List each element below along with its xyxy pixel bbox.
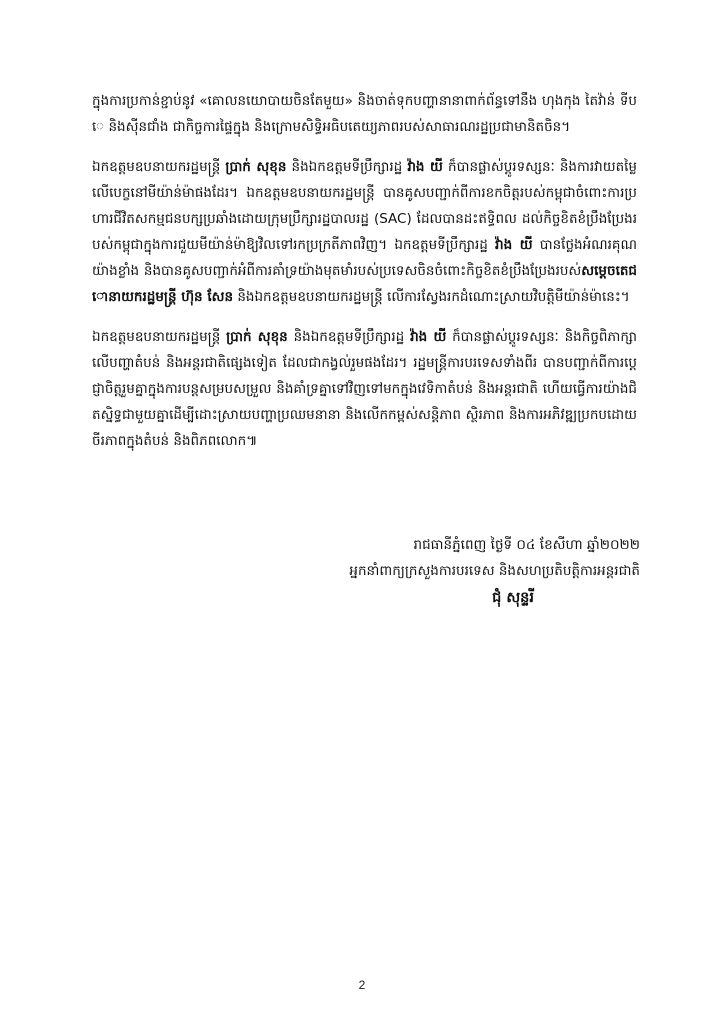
text-run: បានថ្លែងអំណរគុណយ៉ាងខ្លាំង និងបានគូសបញ្ជាក់អំពីការគាំទ្រយ៉ាងមុតមាំរបស់ប្រទេសចិនចំពោះកិច្ចខិតខំប្រឹងប្រែងរបស់ [92,237,637,279]
bold-text-run: វ៉ាង យី [407,159,443,175]
bold-text-run: សម្តេចតេជោនាយករដ្ឋមន្ត្រី ហ៊ុន សែន [92,263,637,305]
bold-text-run: វ៉ាង យី [410,329,447,345]
bold-text-run: ប្រាក់ សុខុន [225,159,287,175]
text-run: និងឯកឧត្តមទីប្រឹក្សារដ្ឋ [286,159,408,175]
text-run: ឯកឧត្តមឧបនាយករដ្ឋមន្ត្រី [92,329,227,345]
signatory-name: ជុំ សុន្ទរី [492,590,534,606]
paragraph [92,324,637,454]
page-number: 2 [358,978,366,992]
signature-block [260,532,640,612]
text-run: ក៏បានផ្លាស់ប្តូរទស្សនៈ និងកិច្ចពិភាក្សាលើបញ្ហាតំបន់ និងអន្តរជាតិផ្សេងទៀត ដែលជាកង្វល់រួមផងដែរ។ រដ្ឋមន្ត្រីការបរទេសទាំងពីរ បានបញ្ជាក់ពីការប្តេជ្ញាចិត្តរួមគ្នាក្នុងការបន្តសម្របសម្រួល និងគាំទ្រគ្នាទៅវិញទៅមកក្នុងវេទិកាតំបន់ និងអន្តរជាតិ ហើយធ្វើការយ៉ាងជិតស្និទ្ធជាមួយគ្នាដើម្បីដោះស្រាយបញ្ហាប្រឈមនានា និងលើកកម្ពស់សន្តិភាព ស្ថិរភាព និងការអភិវឌ្ឍប្រកបដោយចីរភាពក្នុងតំបន់ និងពិភពលោក៕ [92,329,637,449]
text-run: និងឯកឧត្តមឧបនាយករដ្ឋមន្ត្រី លើការស្វែងរកដំណោះស្រាយវិបត្តិមីយ៉ាន់ម៉ានេះ។ [233,289,630,305]
text-run: ក៏បានផ្លាស់ប្តូរទស្សនៈ និងការវាយតម្លៃលើបេក្ខនៅមីយ៉ាន់ម៉ាផងដែរ។ ឯកឧត្តមឧបនាយករដ្ឋមន្ត្រី បានគូសបញ្ជាក់ពីការខកចិត្តរបស់កម្ពុជាចំពោះការប្រហារជីវិតសកម្មជនបក្សប្រឆាំងដោយក្រុមប្រឹក្សារដ្ឋបាលរដ្ឋ (SAC) ដែលបានដះឥទ្ធិពល ដល់កិច្ចខិតខំប្រឹងប្រែងរបស់កម្ពុជាក្នុងការជួយមីយ៉ាន់ម៉ាឱ្យវិលទៅរកប្រក្រតីភាពវិញ។ ឯកឧត្តមទីប្រឹក្សារដ្ឋ [92,159,637,253]
text-run: ក្នុងការប្រកាន់ខ្ជាប់នូវ «គោលនយោបាយចិនតែមួយ» និងចាត់ទុកបញ្ហានានាពាក់ព័ន្ធទៅនឹង ហុងកុង តៃវ៉ាន់ ទីបេ និងស៊ីនជាំង ជាកិច្ចការផ្ទៃក្នុង និងក្រោមសិទ្ធិអធិបតេយ្យភាពរបស់សាធារណរដ្ឋប្រជាមានិតចិន។ [92,93,637,135]
date-line: រាជធានីភ្នំពេញ ថ្ងៃទី ០៤ ខែសីហា ឆ្នាំ២០២២ [413,537,640,553]
text-run: ឯកឧត្តមឧបនាយករដ្ឋមន្ត្រី [92,159,226,175]
bold-text-run: វ៉ាង យី [495,237,533,253]
office-line: អ្នកនាំពាក្យក្រសួងការបរទេស និងសហប្រតិបត្តិការអន្តរជាតិ [349,563,640,579]
paragraph [92,154,637,310]
paragraph [92,88,637,140]
bold-text-run: ប្រាក់ សុខុន [226,329,288,345]
document-body [92,88,637,468]
text-run: និងឯកឧត្តមទីប្រឹក្សារដ្ឋ [287,329,411,345]
